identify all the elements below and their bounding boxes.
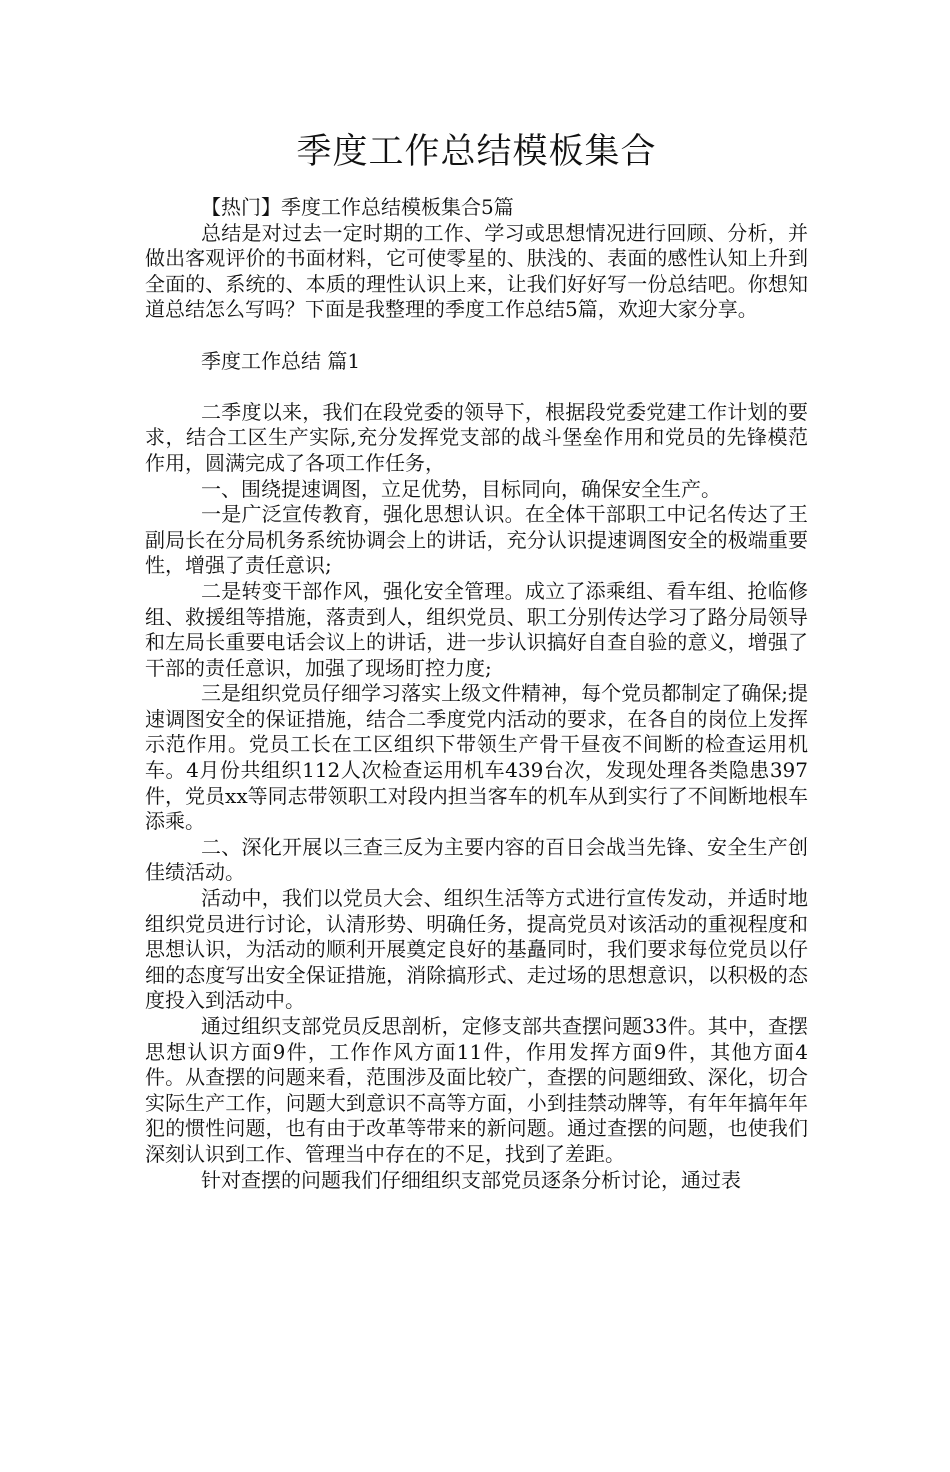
document-body xyxy=(145,195,808,1193)
body-paragraph: 活动中，我们以党员大会、组织生活等方式进行宣传发动，并适时地组织党员进行讨论，认清形势、明确任务，提高党员对该活动的重视程度和思想认识，为活动的顺利开展奠定良好的基矗同时，我们要求每位党员以仔细的态度写出安全保证措施，消除搞形式、走过场的思想意识，以积极的态度投入到活动中。 xyxy=(145,886,808,1013)
body-paragraph: 一、围绕提速调图，立足优势，目标同向，确保安全生产。 xyxy=(201,476,721,501)
body-paragraph: 三是组织党员仔细学习落实上级文件精神，每个党员都制定了确保;提速调图安全的保证措施，结合二季度党内活动的要求，在各自的岗位上发挥示范作用。党员工长在工区组织下带领生产骨干昼夜不间断的检查运用机车。4月份共组织112人次检查运用机车439台次，发现处理各类隐患397件，党员xx等同志带领职工对段内担当客车的机车从到实行了不间断地根车添乘。 xyxy=(145,681,808,834)
intro-paragraph: 总结是对过去一定时期的工作、学习或思想情况进行回顾、分析，并做出客观评价的书面材料，它可使零星的、肤浅的、表面的感性认知上升到全面的、系统的、本质的理性认识上来，让我们好好写一份总结吧。你想知道总结怎么写吗？下面是我整理的季度工作总结5篇，欢迎大家分享。 xyxy=(145,220,808,322)
body-paragraph: 一是广泛宣传教育，强化思想认识。在全体干部职工中记名传达了王副局长在分局机务系统协调会上的讲话，充分认识提速调图安全的极端重要性，增强了责任意识; xyxy=(145,502,808,578)
section-heading: 季度工作总结 篇1 xyxy=(201,348,361,373)
body-paragraph: 二季度以来，我们在段党委的领导下，根据段党委党建工作计划的要求，结合工区生产实际,充分发挥党支部的战斗堡垒作用和党员的先锋模范作用，圆满完成了各项工作任务， xyxy=(145,399,808,475)
body-paragraph: 二是转变干部作风，强化安全管理。成立了添乘组、看车组、抢临修组、救援组等措施，落责到人，组织党员、职工分别传达学习了路分局领导和左局长重要电话会议上的讲话，进一步认识搞好自查自验的意义，增强了干部的责任意识，加强了现场盯控力度; xyxy=(145,578,808,680)
body-paragraph: 二、深化开展以三查三反为主要内容的百日会战当先锋、安全生产创佳绩活动。 xyxy=(145,834,808,885)
body-paragraph: 通过组织支部党员反思剖析，定修支部共查摆问题33件。其中，查摆思想认识方面9件，工作作风方面11件，作用发挥方面9件，其他方面4件。从查摆的问题来看，范围涉及面比较广，查摆的问题细致、深化，切合实际生产工作，问题大到意识不高等方面，小到挂禁动牌等，有年年搞年年犯的惯性问题，也有由于改革等带来的新问题。通过查摆的问题，也使我们深刻认识到工作、管理当中存在的不足，找到了差距。 xyxy=(145,1014,808,1166)
document-page xyxy=(0,128,950,1472)
intro-heading: 【热门】季度工作总结模板集合5篇 xyxy=(201,195,514,219)
document-title: 季度工作总结模板集合 xyxy=(296,132,657,172)
body-paragraph: 针对查摆的问题我们仔细组织支部党员逐条分析讨论，通过表 xyxy=(201,1167,741,1192)
